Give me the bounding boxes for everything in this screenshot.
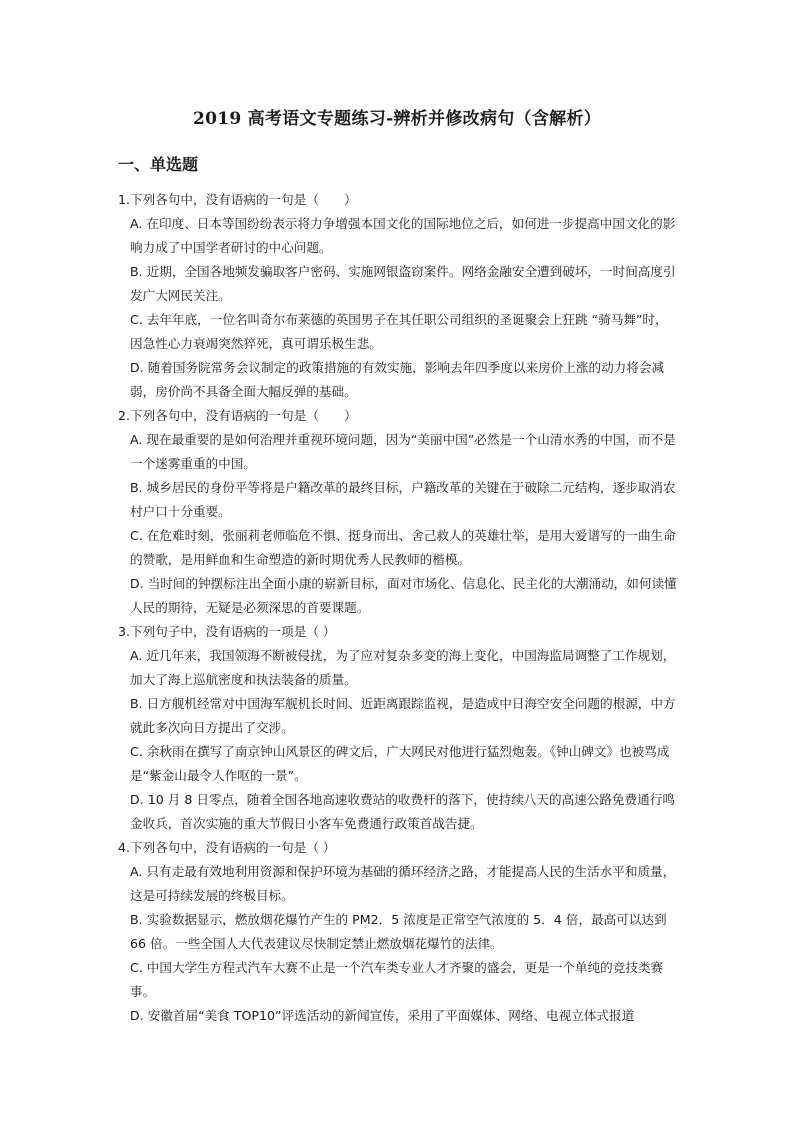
question-list [118,188,678,1028]
question-item [118,836,678,1028]
question-option-b: B. 近期，全国各地频发骗取客户密码、实施网银盗窃案件。网络金融安全遭到破坏，一时间高度引发广大网民关注。 [130,264,676,303]
question-option-d: D. 10 月 8 日零点，随着全国各地高速收费站的收费杆的落下，使持续八天的高速公路免费通行鸣金收兵，首次实施的重大节假日小客车免费通行政策首战告捷。 [130,792,675,831]
question-item [118,188,678,404]
question-option-c: C. 中国大学生方程式汽车大赛不止是一个汽车类专业人才齐聚的盛会，更是一个单纯的竞技类赛事。 [130,960,664,999]
question-stem: 1.下列各句中，没有语病的一句是（ ） [118,192,357,207]
section-heading: 一、单选题 [118,155,199,174]
document-title: 2019 高考语文专题练习-辨析并修改病句（含解析） [192,109,602,129]
question-option-c: C. 余秋雨在撰写了南京钟山风景区的碑文后，广大网民对他进行猛烈炮轰。《钟山碑文》也被骂成是“紫金山最令人作呕的一景”。 [130,744,670,783]
question-stem: 2.下列各句中，没有语病的一句是（ ） [118,408,357,423]
question-option-c: C. 在危难时刻，张丽莉老师临危不惧、挺身而出、舍己救人的英雄壮举，是用大爱谱写的一曲生命的赞歌，是用鲜血和生命塑造的新时期优秀人民教师的楷模。 [130,528,676,567]
question-option-c: C. 去年年底，一位名叫奇尔布莱德的英国男子在其任职公司组织的圣诞聚会上狂跳 “骑马舞”时，因急性心力衰竭突然猝死，真可谓乐极生悲。 [130,312,668,351]
question-option-b: B. 实验数据显示，燃放烟花爆竹产生的 PM2．5 浓度是正常空气浓度的 5．4 倍，最高可以达到 66 倍。一些全国人大代表建议尽快制定禁止燃放烟花爆竹的法律。 [130,912,667,951]
question-option-b: B. 城乡居民的身份平等将是户籍改革的最终目标，户籍改革的关键在于破除二元结构，逐步取消农村户口十分重要。 [130,480,676,519]
question-option-d: D. 随着国务院常务会议制定的政策措施的有效实施，影响去年四季度以来房价上涨的动力将会减弱，房价尚不具备全面大幅反弹的基础。 [130,360,665,399]
question-option-a: A. 只有走最有效地利用资源和保护环境为基础的循环经济之路，才能提高人民的生活水平和质量，这是可持续发展的终极目标。 [130,864,676,903]
question-option-d: D. 当时间的钟摆标注出全面小康的崭新目标，面对市场化、信息化、民主化的大潮涌动，如何读懂人民的期待，无疑是必须深思的首要课题。 [130,576,677,615]
question-stem: 3.下列句子中，没有语病的一项是（ ） [118,624,336,639]
question-option-a: A. 近几年来，我国领海不断被侵扰，为了应对复杂多变的海上变化，中国海监局调整了工作规划，加大了海上巡航密度和执法装备的质量。 [130,648,676,687]
question-option-a: A. 在印度、日本等国纷纷表示将力争增强本国文化的国际地位之后，如何进一步提高中国文化的影响力成了中国学者研讨的中心问题。 [130,216,676,255]
question-item [118,404,678,620]
question-option-d: D. 安徽首届“美食 TOP10”评选活动的新闻宣传，采用了平面媒体、网络、电视立体式报道 [130,1008,635,1023]
question-stem: 4.下列各句中，没有语病的一句是（ ） [118,840,336,855]
question-option-b: B. 日方舰机经常对中国海军舰机长时间、近距离跟踪监视，是造成中日海空安全问题的根源，中方就此多次向日方提出了交涉。 [130,696,676,735]
question-option-a: A. 现在最重要的是如何治理并重视环境问题，因为“美丽中国”必然是一个山清水秀的中国，而不是一个迷雾重重的中国。 [130,432,676,471]
question-item [118,620,678,836]
